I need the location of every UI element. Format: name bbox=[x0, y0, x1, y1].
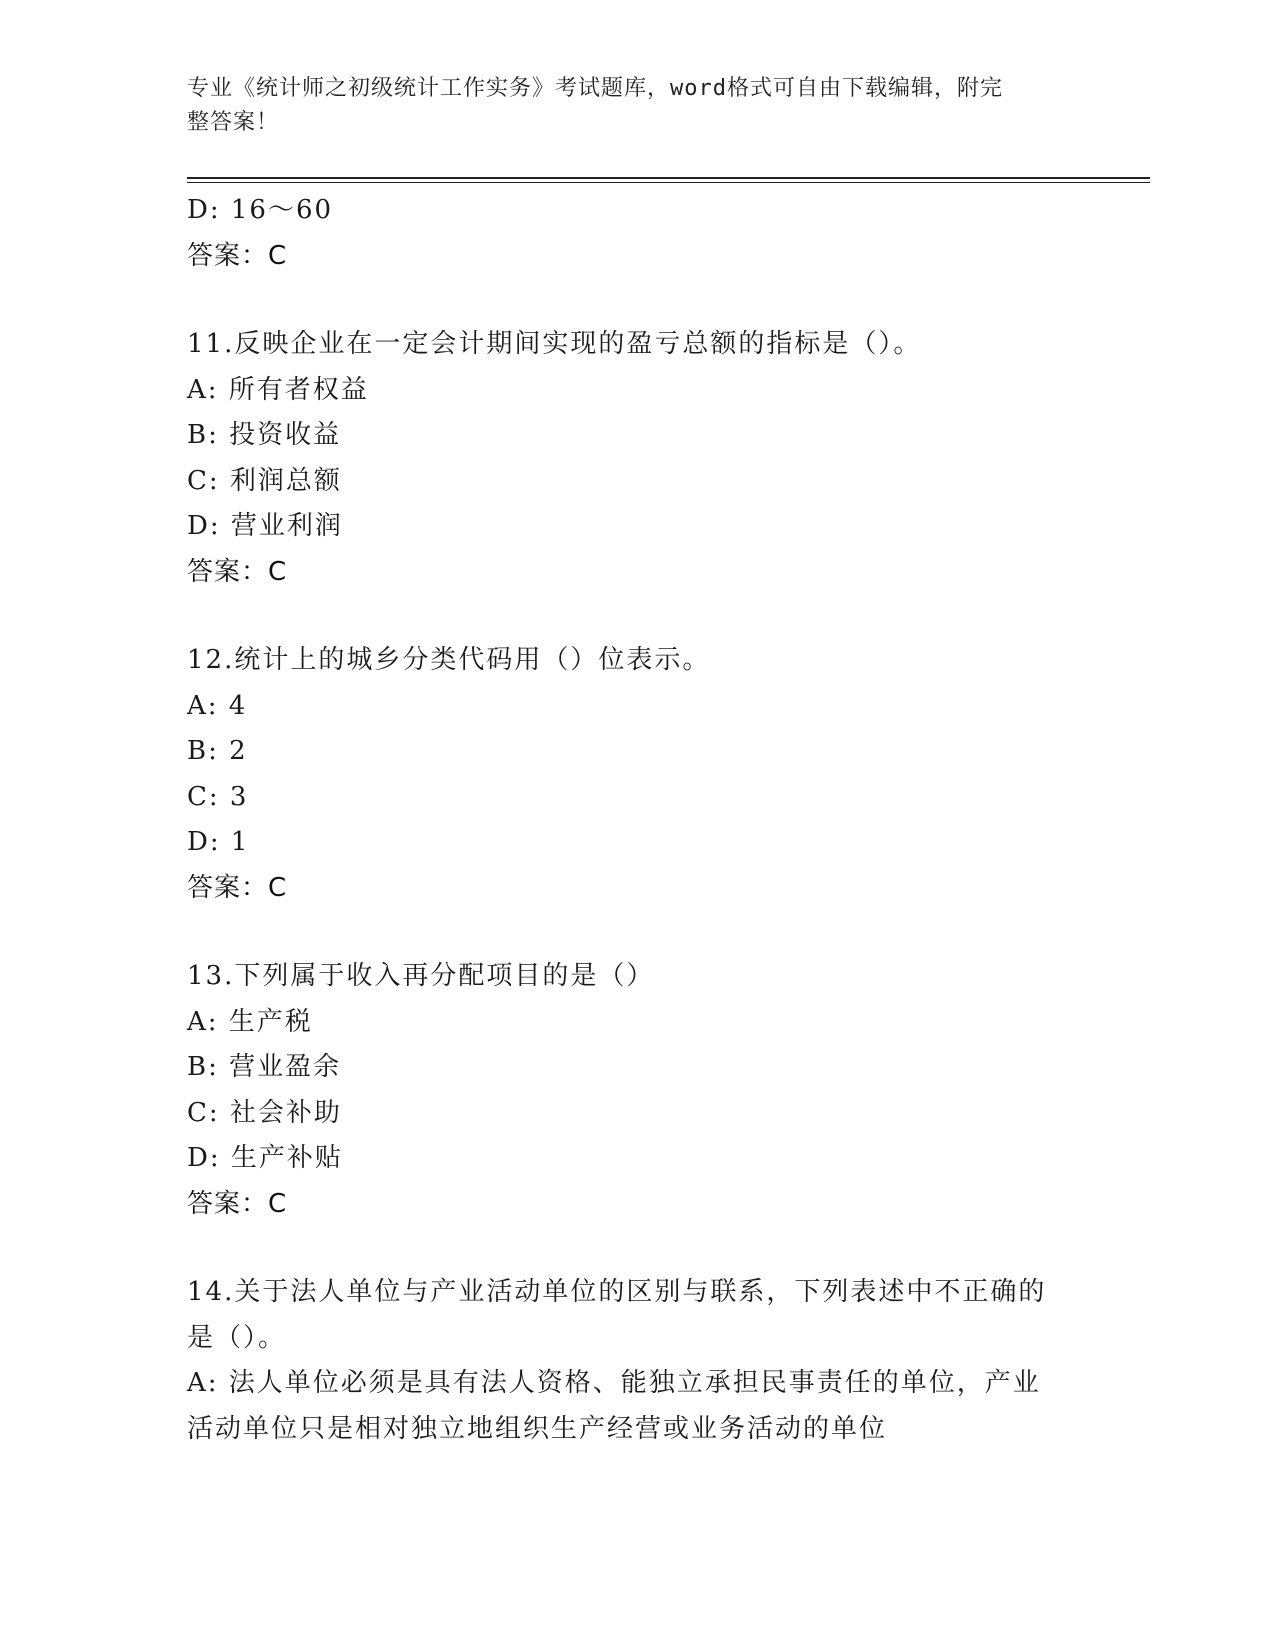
answer: 答案：C bbox=[187, 556, 288, 587]
header-divider-thin bbox=[187, 182, 1150, 183]
spacer bbox=[187, 1227, 1087, 1270]
answer: 答案：C bbox=[187, 872, 288, 903]
option-d: D: 营业利润 bbox=[187, 511, 343, 541]
option-c: C: 3 bbox=[187, 781, 249, 812]
option-a: A: 生产税 bbox=[187, 1006, 313, 1037]
option-a-line-1: A: 法人单位必须是具有法人资格、能独立承担民事责任的单位，产业 bbox=[187, 1368, 1041, 1398]
spacer bbox=[187, 595, 1087, 638]
question-10-tail bbox=[187, 188, 1087, 279]
option-d: D: 1 bbox=[187, 827, 250, 857]
question-14 bbox=[187, 1270, 1087, 1452]
option-d: D: 生产补贴 bbox=[187, 1143, 343, 1173]
question-12 bbox=[187, 638, 1087, 911]
option-a: A: 4 bbox=[187, 690, 248, 721]
header-line-2: 整答案！ bbox=[187, 110, 280, 135]
question-stem-line-1: 14.关于法人单位与产业活动单位的区别与联系，下列表述中不正确的 bbox=[187, 1277, 1047, 1307]
option-b: B: 2 bbox=[187, 736, 248, 766]
question-13 bbox=[187, 954, 1087, 1227]
question-stem: 11.反映企业在一定会计期间实现的盈亏总额的指标是（）。 bbox=[187, 329, 922, 359]
option-a: A: 所有者权益 bbox=[187, 374, 369, 405]
option-d: D: 16～60 bbox=[187, 195, 334, 225]
question-stem-line-2: 是（）。 bbox=[187, 1322, 287, 1353]
answer: 答案：C bbox=[187, 240, 288, 271]
header-line-1: 专业《统计师之初级统计工作实务》考试题库，word格式可自由下载编辑，附完 bbox=[187, 76, 1003, 101]
question-11 bbox=[187, 322, 1087, 595]
question-stem: 13.下列属于收入再分配项目的是（） bbox=[187, 961, 655, 991]
option-b: B: 投资收益 bbox=[187, 420, 342, 450]
page-header bbox=[187, 72, 1087, 140]
option-c: C: 利润总额 bbox=[187, 465, 342, 496]
option-b: B: 营业盈余 bbox=[187, 1052, 342, 1082]
answer: 答案：C bbox=[187, 1188, 288, 1219]
spacer bbox=[187, 911, 1087, 954]
document-body bbox=[187, 188, 1087, 1452]
header-divider-thick bbox=[187, 177, 1150, 179]
spacer bbox=[187, 279, 1087, 322]
option-a-line-2: 活动单位只是相对独立地组织生产经营或业务活动的单位 bbox=[187, 1413, 888, 1444]
option-c: C: 社会补助 bbox=[187, 1097, 342, 1128]
question-stem: 12.统计上的城乡分类代码用（）位表示。 bbox=[187, 645, 711, 675]
